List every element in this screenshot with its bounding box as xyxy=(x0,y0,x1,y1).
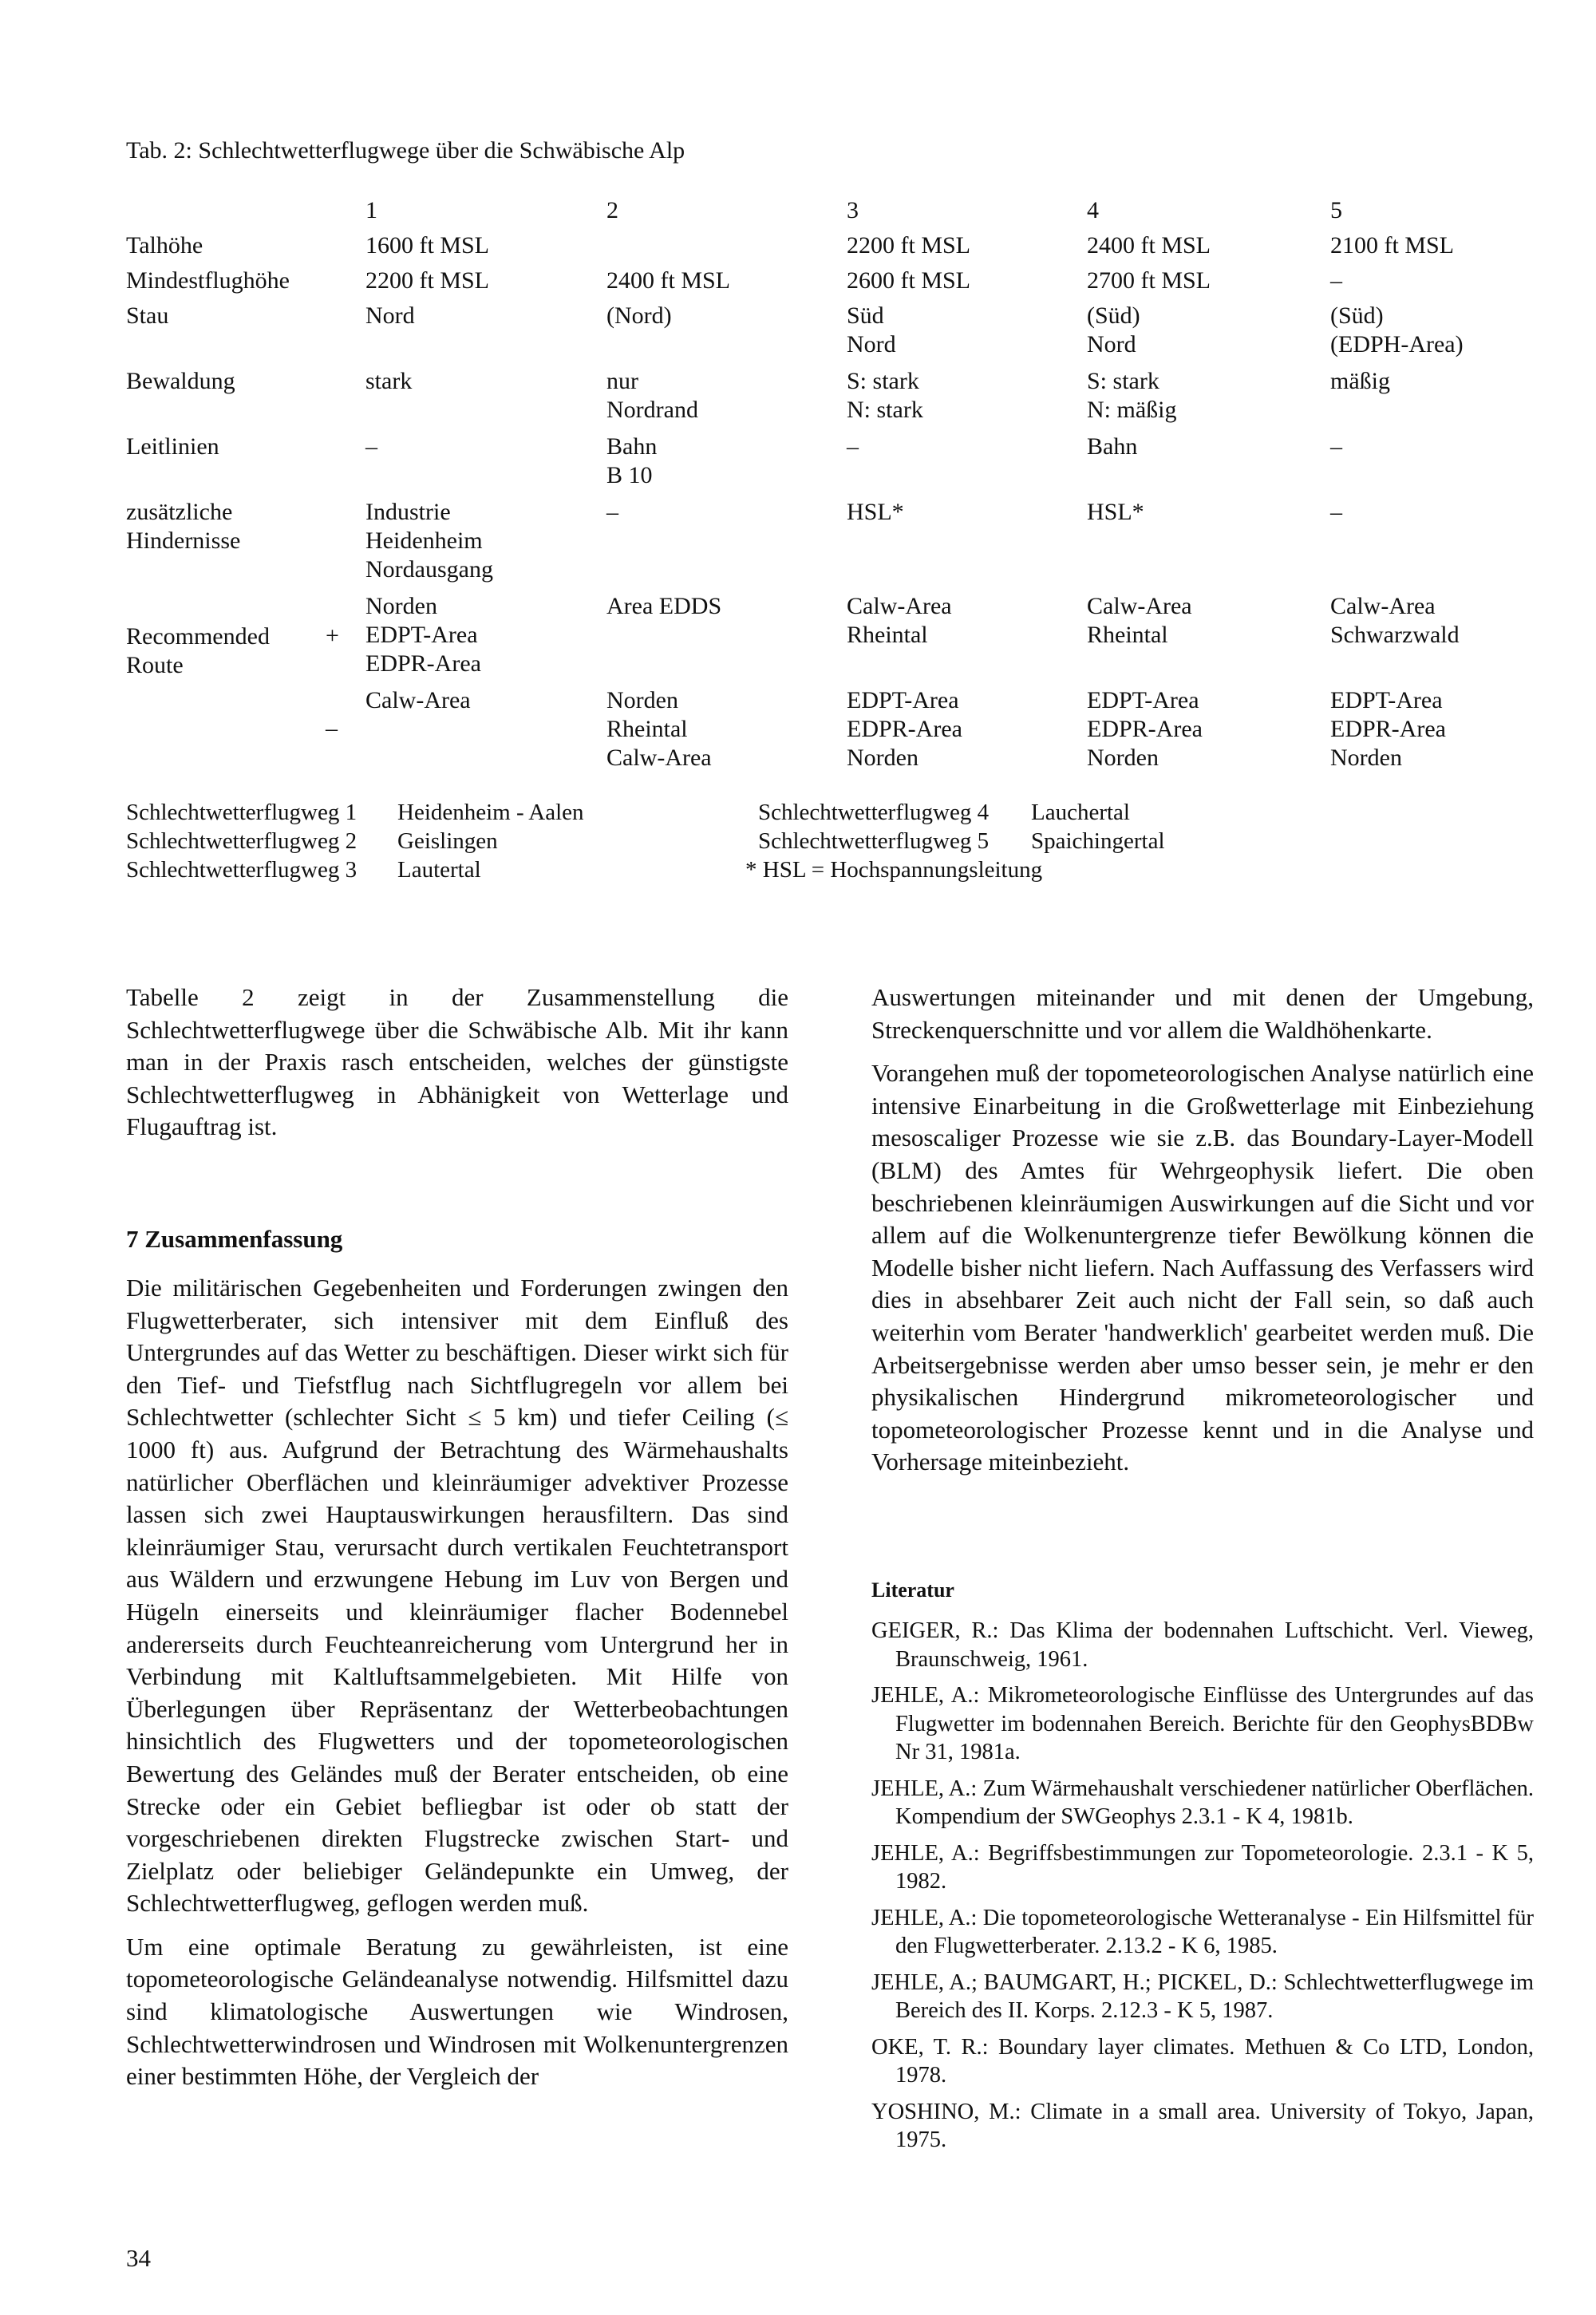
literature-heading: Literatur xyxy=(871,1578,954,1602)
table-cell: Süd Nord xyxy=(847,302,896,358)
summary-paragraph-4: Vorangehen muß der topometeorologischen Analyse natürlich eine intensive Einarbeitung in die Großwetterlage mit Einbeziehung mesoscaliger Prozesse wie sie z.B. das Boundary-Layer-Modell (BLM) des Amtes für Wehrgeophysik liefert. Die oben beschriebenen kleinräumigen Auswirkungen auf die Sicht und vor allem auf die Wolkenuntergrenze tiefer Bewölkung können die Modelle bisher nicht liefern. Nach Auffassung des Verfassers wird dies in absehbarer Zeit auch nicht der Fall sein, so daß auch weiterhin vom Berater 'handwerklich' gearbeitet werden muß. Die Arbeitsergebnisse werden aber umso besser sein, je mehr er den physikalischen Hindergrund mikrometeorologischer und topometeorologischer Prozesse kennt und in die Analyse und Vorhersage miteinbezieht. xyxy=(871,1059,1534,1476)
row-label: Leitlinien xyxy=(126,433,219,460)
table-cell-route-plus: Calw-Area Schwarzwald xyxy=(1330,593,1460,648)
table-cell: nur Nordrand xyxy=(606,368,698,423)
table-cell-route-minus: Norden Rheintal Calw-Area xyxy=(606,687,712,771)
literature-ref: GEIGER, R.: Das Klima der bodennahen Luftschicht. Verl. Vieweg, Braunschweig, 1961. xyxy=(871,1618,1534,1672)
column-header-4: 4 xyxy=(1087,197,1099,223)
table-cell: 2100 ft MSL xyxy=(1330,232,1455,259)
summary-text xyxy=(126,1272,788,2104)
summary-paragraph-2: Um eine optimale Beratung zu gewährleisten, ist eine topometeorologische Geländeanalyse notwendig. Hilfsmittel dazu sind klimatologische Auswertungen wie Windrosen, Schlechtwetterwindrosen und Windrosen mit Wolkenuntergrenzen einer bestimmten Höhe, der Vergleich der xyxy=(126,1932,788,2091)
route-minus-sign: – xyxy=(326,715,338,741)
table-cell: stark xyxy=(365,368,413,394)
table-cell-route-plus: Calw-Area Rheintal xyxy=(1087,593,1192,648)
table-cell: (Nord) xyxy=(606,302,672,329)
footnote-route-5: Schlechtwetterflugweg 5 Spaichingertal xyxy=(758,828,1165,854)
literature-ref: JEHLE, A.; BAUMGART, H.; PICKEL, D.: Schlechtwetterflugwege im Bereich des II. Korps. 2.12.3 - K 5, 1987. xyxy=(871,1969,1534,2023)
row-label: Stau xyxy=(126,302,169,329)
literature-ref: OKE, T. R.: Boundary layer climates. Methuen & Co LTD, London, 1978. xyxy=(871,2034,1534,2088)
table-cell: – xyxy=(847,433,859,460)
column-header-1: 1 xyxy=(365,197,377,223)
table-cell: (Süd) (EDPH-Area) xyxy=(1330,302,1464,358)
literature-ref: JEHLE, A.: Die topometeorologische Wetteranalyse - Ein Hilfsmittel für den Flugwetterberater. 2.13.2 - K 6, 1985. xyxy=(871,1905,1534,1958)
footnote-route-4: Schlechtwetterflugweg 4 Lauchertal xyxy=(758,800,1130,825)
table-cell: – xyxy=(606,499,618,525)
table-cell-route-minus: EDPT-Area EDPR-Area Norden xyxy=(1087,687,1203,771)
table-cell: HSL* xyxy=(847,499,904,525)
table-cell: mäßig xyxy=(1330,368,1390,394)
table-cell-route-plus: Calw-Area Rheintal xyxy=(847,593,952,648)
table-cell-route-minus: EDPT-Area EDPR-Area Norden xyxy=(1330,687,1446,771)
table-cell: – xyxy=(365,433,377,460)
table-cell: (Süd) Nord xyxy=(1087,302,1140,358)
row-label: Talhöhe xyxy=(126,232,203,259)
row-label-recommended-route: Recommended Route xyxy=(126,623,270,678)
summary-paragraph-1: Die militärischen Gegebenheiten und Forderungen zwingen den Flugwetterberater, sich intensiver mit dem Einfluß des Untergrundes auf das Wetter zu beschäftigen. Dieser wirkt sich für den Tief- und Tiefstflug nach Sichtflugregeln vor allem bei Schlechtwetter (schlechter Sicht ≤ 5 km) und tiefer Ceiling (≤ 1000 ft) aus. Aufgrund der Betrachtung des Wärmehaushalts natürlicher Oberflächen und kleinräumiger advektiver Prozesse lassen sich zwei Hauptauswirkungen herausfiltern. Das sind kleinräumiger Stau, verursacht durch vertikalen Feuchtetransport aus Wäldern und erzwungene Hebung im Luv von Bergen und Hügeln einerseits und kleinräumiger flacher Bodennebel andererseits durch Feuchteanreicherung vom Untergrund her in Verbindung mit Kaltluftsammelgebieten. Mit Hilfe von Überlegungen über Repräsentanz der Wetterbeobachtungen hinsichtlich des Flugwetters und der topometeorologischen Bewertung des Geländes muß der Berater entscheiden, ob eine Strecke oder ein Gebiet befliegbar ist oder ob statt der vorgeschriebenen direkten Flugstrecke zwischen Start- und Zielplatz oder beliebiger Geländepunkte ein Umweg, der Schlechtwetterflugweg, geflogen werden muß. xyxy=(126,1274,788,1918)
literature-ref: YOSHINO, M.: Climate in a small area. University of Tokyo, Japan, 1975. xyxy=(871,2099,1534,2152)
row-label: zusätzliche Hindernisse xyxy=(126,499,241,554)
table-cell: – xyxy=(1330,433,1342,460)
literature-ref: JEHLE, A.: Mikrometeorologische Einflüsse des Untergrundes auf das Flugwetter im bodennahen Bereich. Berichte für den GeophysBDBw Nr 31, 1981a. xyxy=(871,1683,1534,1764)
table-cell: S: stark N: mäßig xyxy=(1087,368,1177,423)
row-label: Bewaldung xyxy=(126,368,235,394)
footnote-route-2: Schlechtwetterflugweg 2 Geislingen xyxy=(126,828,498,854)
literature-ref: JEHLE, A.: Zum Wärmehaushalt verschiedener natürlicher Oberflächen. Kompendium der SWGeophys 2.3.1 - K 4, 1981b. xyxy=(871,1776,1534,1829)
intro-paragraph: Tabelle 2 zeigt in der Zusammenstellung die Schlechtwetterflugwege über die Schwäbische Alb. Mit ihr kann man in der Praxis rasch entscheiden, welches der günstigste Schlechtwetterflugweg in Abhänigkeit von Wetterlage und Flugauftrag ist. xyxy=(126,983,788,1141)
table-footnotes-left xyxy=(126,798,584,884)
table-cell: 1600 ft MSL xyxy=(365,232,490,259)
summary-paragraph-3: Auswertungen miteinander und mit denen der Umgebung, Streckenquerschnitte und vor allem die Waldhöhenkarte. xyxy=(871,983,1534,1044)
table-cell: 2400 ft MSL xyxy=(606,267,731,294)
table-cell: HSL* xyxy=(1087,499,1144,525)
table-cell: 2200 ft MSL xyxy=(365,267,490,294)
table-caption: Tab. 2: Schlechtwetterflugwege über die Schwäbische Alp xyxy=(126,137,685,164)
right-column-text xyxy=(871,982,1534,1490)
page-number: 34 xyxy=(126,2244,151,2272)
footnote-hsl: * HSL = Hochspannungsleitung xyxy=(745,857,1043,883)
table-cell: – xyxy=(1330,499,1342,525)
table-cell: 2200 ft MSL xyxy=(847,232,971,259)
row-label: Mindestflughöhe xyxy=(126,267,290,294)
table-cell-route-minus: Calw-Area xyxy=(365,687,471,713)
column-header-3: 3 xyxy=(847,197,859,223)
literature-ref: JEHLE, A.: Begriffsbestimmungen zur Topometeorologie. 2.3.1 - K 5, 1982. xyxy=(871,1840,1534,1894)
column-header-5: 5 xyxy=(1330,197,1342,223)
table-cell: Bahn B 10 xyxy=(606,433,658,488)
literature-list xyxy=(871,1617,1534,2163)
table-cell-route-plus: Norden EDPT-Area EDPR-Area xyxy=(365,593,481,677)
route-plus-sign: + xyxy=(326,622,339,649)
footnote-route-3: Schlechtwetterflugweg 3 Lautertal xyxy=(126,857,481,883)
table-cell: – xyxy=(1330,267,1342,294)
footnote-route-1: Schlechtwetterflugweg 1 Heidenheim - Aalen xyxy=(126,800,584,825)
table-cell: S: stark N: stark xyxy=(847,368,923,423)
table-cell-route-minus: EDPT-Area EDPR-Area Norden xyxy=(847,687,962,771)
table-cell: 2700 ft MSL xyxy=(1087,267,1211,294)
table-cell: Nord xyxy=(365,302,415,329)
table-cell: 2600 ft MSL xyxy=(847,267,971,294)
section-heading: 7 Zusammenfassung xyxy=(126,1225,343,1253)
table-cell: Industrie Heidenheim Nordausgang xyxy=(365,499,493,583)
table-cell-route-plus: Area EDDS xyxy=(606,593,722,619)
table-cell: Bahn xyxy=(1087,433,1138,460)
table-footnotes-right xyxy=(745,798,1165,884)
table-cell: 2400 ft MSL xyxy=(1087,232,1211,259)
column-header-2: 2 xyxy=(606,197,618,223)
